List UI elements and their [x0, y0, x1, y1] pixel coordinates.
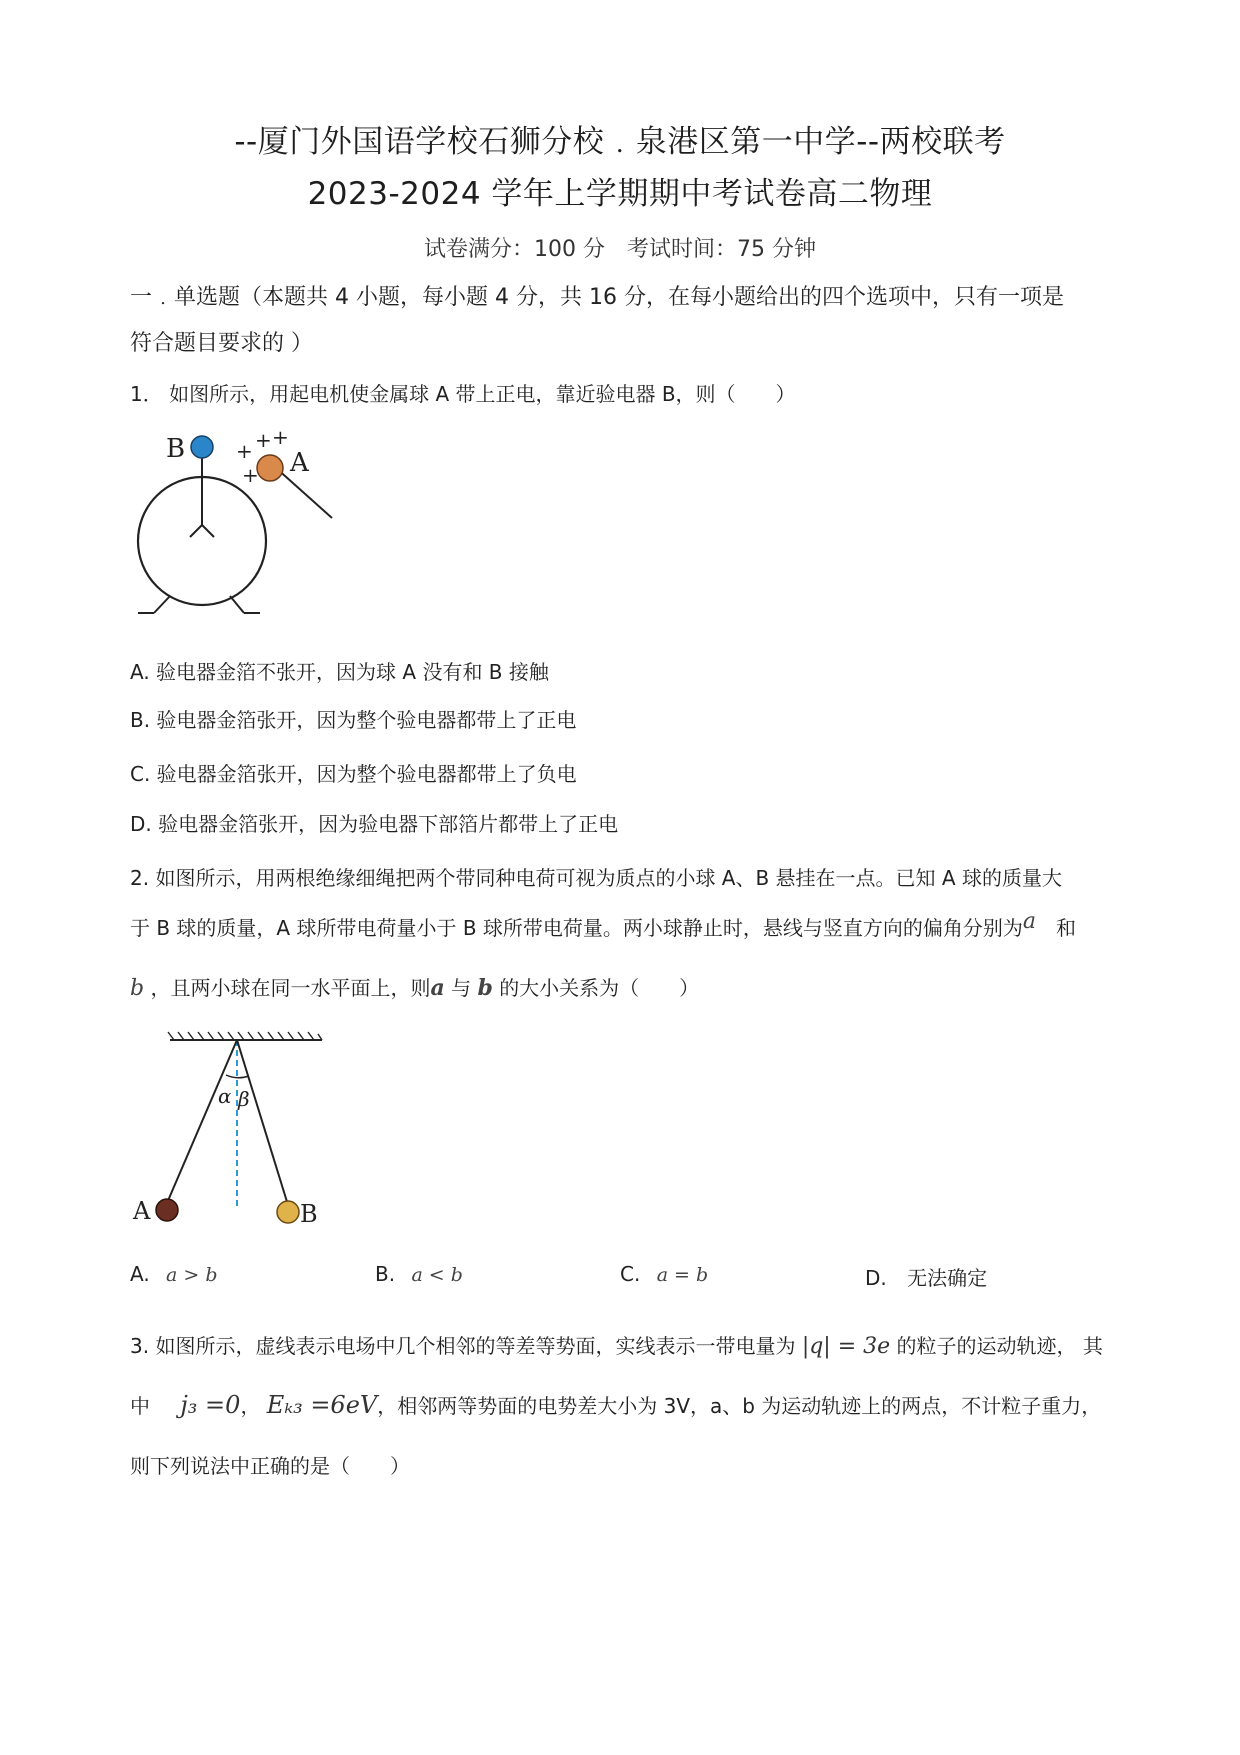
option-expression: a > b [166, 1264, 218, 1286]
question-2-line-3 [130, 972, 699, 1001]
q1-option-b: B. 验电器金箔张开，因为整个验电器都带上了正电 [130, 708, 577, 732]
symbol-a: a [430, 975, 445, 1001]
question-3-line-1 [130, 1330, 1103, 1359]
q2-option-b [375, 1262, 463, 1286]
q3-line1-tail: 的粒子的运动轨迹， 其 [896, 1334, 1103, 1358]
q2-line2-tail: 和 [1056, 916, 1077, 940]
q1-option-c: C. 验电器金箔张开，因为整个验电器都带上了负电 [130, 762, 577, 786]
plus-sign: + [242, 463, 259, 487]
plus-sign: + [272, 425, 289, 449]
page-title-line-2: 2023-2024 学年上学期期中考试卷高二物理 [307, 176, 933, 212]
label-a: A [133, 1197, 151, 1225]
section-heading: 一﹒单选题（本题共 4 小题，每小题 4 分，共 16 分，在每小题给出的四个选项中，只有一项是 [130, 285, 1064, 310]
math-potential: j₃ =0 [180, 1391, 241, 1419]
q2-line3-text: 的大小关系为（ ） [499, 976, 700, 1000]
ball-a [156, 1199, 178, 1221]
option-label: B. [375, 1262, 396, 1286]
option-label: A. [130, 1262, 150, 1286]
question-2-line-1: 2. 如图所示，用两根绝缘细绳把两个带同种电荷可视为质点的小球 A、B 悬挂在一点。已知 A 球的质量大 [130, 866, 1062, 890]
q3-line1-text: 3. 如图所示，虚线表示电场中几个相邻的等差等势面，实线表示一带电量为 [130, 1334, 796, 1358]
charged-ball-a [257, 455, 283, 481]
exam-meta: 试卷满分：100 分 考试时间：75 分钟 [424, 237, 816, 262]
option-label: D. [865, 1266, 887, 1290]
math-kinetic-energy: Eₖ₃ =6eV [266, 1391, 378, 1419]
option-text: 无法确定 [907, 1266, 988, 1290]
math-charge: |q| = 3e [801, 1334, 891, 1359]
label-b: B [166, 434, 186, 464]
electroscope-figure [130, 425, 340, 625]
option-label: C. [620, 1262, 641, 1286]
q2-option-a [130, 1262, 218, 1286]
symbol-b: b [130, 976, 145, 1001]
question-1-stem: 1． 如图所示，用起电机使金属球 A 带上正电，靠近验电器 B，则（ ） [130, 382, 796, 406]
option-expression: a = b [656, 1264, 709, 1286]
q2-option-c [620, 1262, 708, 1286]
q1-option-d: D. 验电器金箔张开，因为验电器下部箔片都带上了正电 [130, 812, 619, 836]
page-title-line-1: --厦门外国语学校石狮分校﹒泉港区第一中学--两校联考 [234, 124, 1006, 160]
plus-sign: + [255, 428, 272, 452]
q2-line3-text: ，且两小球在同一水平面上，则 [150, 976, 431, 1000]
electroscope-ball-b [191, 436, 213, 458]
alpha-label: α [218, 1084, 232, 1108]
beta-label: β [238, 1087, 250, 1111]
option-expression: a < b [411, 1264, 463, 1286]
question-3-line-3: 则下列说法中正确的是（ ） [130, 1454, 410, 1478]
section-heading-cont: 符合题目要求的 ） [130, 331, 313, 356]
q2-option-d [865, 1262, 987, 1291]
question-2-line-2 [130, 909, 1077, 941]
q3-line2-sep: ， [240, 1394, 261, 1418]
ball-b [277, 1201, 299, 1223]
question-3-line-2 [130, 1390, 1101, 1419]
plus-sign: + [236, 439, 253, 463]
q2-line2-text: 于 B 球的质量，A 球所带电荷量小于 B 球所带电荷量。两小球静止时，悬线与竖直方向的偏角分别为 [130, 916, 1023, 940]
pendulum-figure [130, 1030, 330, 1230]
q3-line2-prefix: 中 [130, 1394, 150, 1418]
label-b: B [300, 1200, 318, 1228]
symbol-a: a [1022, 909, 1037, 934]
label-a: A [290, 448, 309, 478]
q1-option-a: A. 验电器金箔不张开，因为球 A 没有和 B 接触 [130, 660, 549, 684]
symbol-b: b [477, 975, 493, 1001]
q3-line2-text: ，相邻两等势面的电势差大小为 3V，a、b 为运动轨迹上的两点，不计粒子重力， [377, 1394, 1102, 1418]
q2-line3-text: 与 [451, 976, 472, 1000]
